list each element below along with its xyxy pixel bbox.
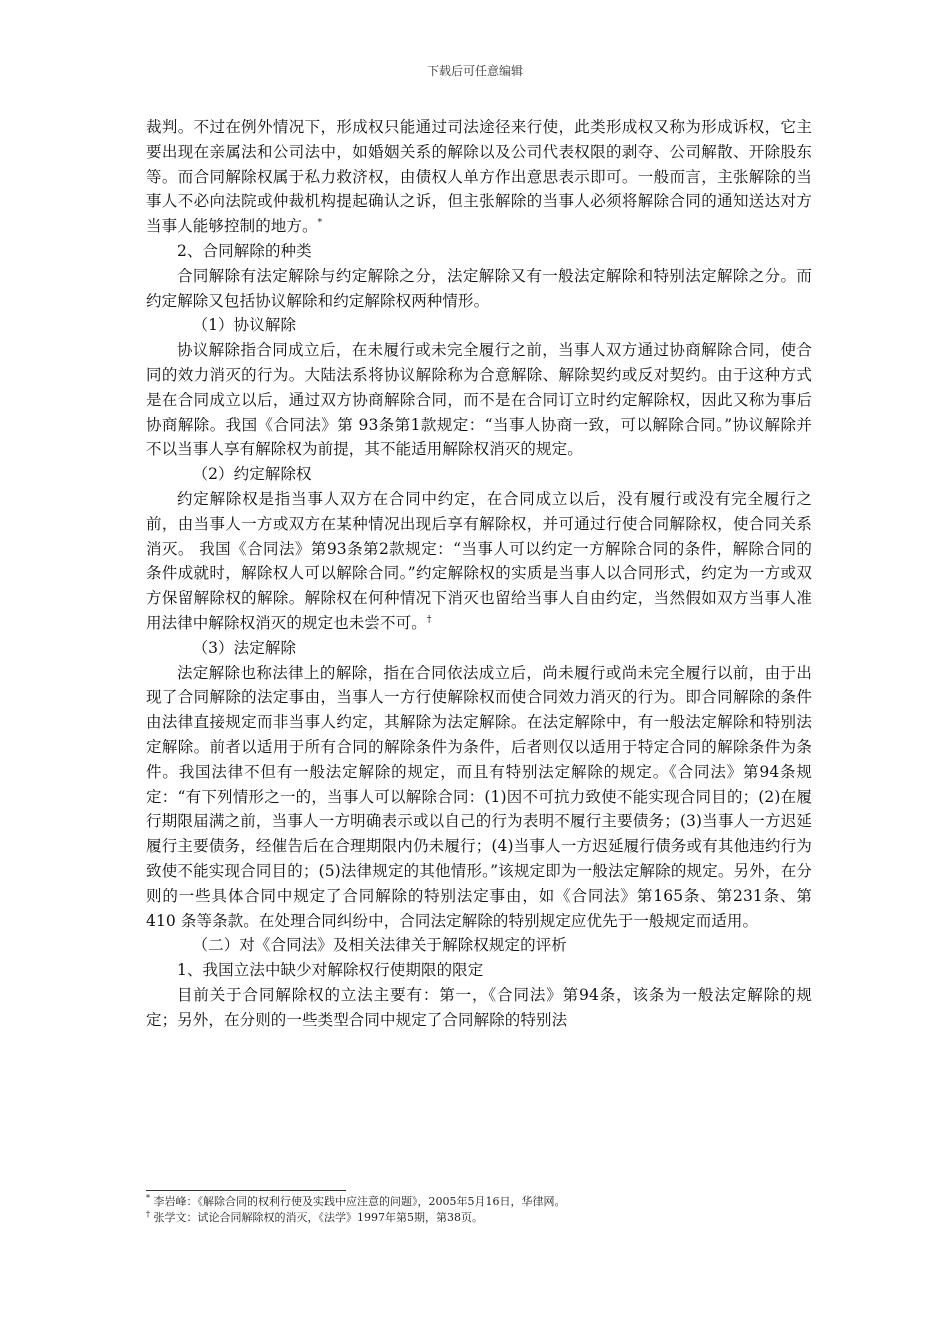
footnote-text: 张学文：试论合同解除权的消灭，《法学》1997年第5期，第38页。 [153, 1211, 483, 1224]
footnote [146, 1194, 812, 1210]
subsection-heading: （3）法定解除 [192, 638, 297, 657]
subsection-heading: （2）约定解除权 [192, 465, 312, 484]
paragraph: 协议解除指合同成立后，在未履行或未完全履行之前，当事人双方通过协商解除合同，使合同的效力消灭的行为。大陆法系将协议解除称为合意解除、解除契约或反对契约。由于这种方式是在合同成立以后，通过双方协商解除合同，而不是在合同订立时约定解除权，因此又称为事后协商解除。我国《合同法》第 93条第1款规定：“当事人协商一致，可以解除合同。”协议解除并不以当事人享有解除权为前提，其不能适用解除权消灭的规定。 [146, 341, 812, 459]
section-heading: 1、我国立法中缺少对解除权行使期限的限定 [177, 961, 484, 980]
footnotes [146, 1190, 812, 1226]
footnote [146, 1210, 812, 1226]
section-heading: 2、合同解除的种类 [177, 241, 312, 260]
paragraph [146, 115, 812, 239]
page-header: 下载后可任意编辑 [426, 64, 523, 78]
paragraph: 合同解除有法定解除与约定解除之分，法定解除又有一般法定解除和特别法定解除之分。而约定解除又包括协议解除和约定解除权两种情形。 [146, 266, 812, 310]
paragraph: 法定解除也称法律上的解除，指在合同依法成立后，尚未履行或尚未完全履行以前，由于出现了合同解除的法定事由，当事人一方行使解除权而使合同效力消灭的行为。即合同解除的条件由法律直接规定而非当事人约定，其解除为法定解除。在法定解除中，有一般法定解除和特别法定解除。前者以适用于所有合同的解除条件为条件，后者则仅以适用于特定合同的解除条件为条件。我国法律不但有一般法定解除的规定，而且有特别法定解除的规定。《合同法》第94条规定：“有下列情形之一的，当事人可以解除合同：(1)因不可抗力致使不能实现合同目的；(2)在履行期限届满之前，当事人一方明确表示或以自己的行为表明不履行主要债务；(3)当事人一方迟延履行主要债务，经催告后在合理期限内仍未履行；(4)当事人一方迟延履行债务或有其他违约行为致使不能实现合同目的；(5)法律规定的其他情形。”该规定即为一般法定解除的规定。另外，在分则的一些具体合同中规定了合同解除的特别法定事由，如《合同法》第165条、第231条、第410 条等条款。在处理合同纠纷中，合同法定解除的特别规定应优先于一般规定而适用。 [146, 663, 812, 930]
footnote-ref: * [317, 218, 323, 229]
paragraph [146, 487, 812, 636]
paragraph-text: 约定解除权是指当事人双方在合同中约定，在合同成立以后，没有履行或没有完全履行之前，由当事人一方或双方在某种情况出现后享有解除权，并可通过行使合同解除权，使合同关系消灭。 我国《合同法》第93条第2款规定：“当事人可以约定一方解除合同的条件，解除合同的条件成就时，解除权人可以解除合同。”约定解除权的实质是当事人以合同形式，约定为一方或双方保留解除权的解除。解除权在何种情况下消灭也留给当事人自由约定，当然假如双方当事人准用法律中解除权消灭的规定也未尝不可。 [146, 489, 812, 632]
footnote-mark: * [146, 1193, 150, 1203]
section-heading: （二）对《合同法》及相关法律关于解除权规定的评析 [192, 936, 567, 955]
document-body [146, 115, 812, 1032]
paragraph: 目前关于合同解除权的立法主要有：第一，《合同法》第94条，该条为一般法定解除的规定；另外，在分则的一些类型合同中规定了合同解除的特别法 [146, 985, 812, 1029]
paragraph-text: 裁判。不过在例外情况下，形成权只能通过司法途径来行使，此类形成权又称为形成诉权，它主要出现在亲属法和公司法中，如婚姻关系的解除以及公司代表权限的剥夺、公司解散、开除股东等。而合同解除权属于私力救济权，由债权人单方作出意思表示即可。一般而言，主张解除的当事人不必向法院或仲裁机构提起确认之诉，但主张解除的当事人必须将解除合同的通知送达对方当事人能够控制的地方。 [146, 118, 812, 236]
footnote-mark: † [146, 1209, 150, 1219]
footnote-text: 李岩峰：《解除合同的权利行使及实践中应注意的问题》，2005年5月16日，华律网。 [153, 1195, 566, 1208]
footnote-divider [146, 1190, 346, 1191]
subsection-heading: （1）协议解除 [192, 316, 297, 335]
footnote-ref: † [426, 614, 432, 625]
